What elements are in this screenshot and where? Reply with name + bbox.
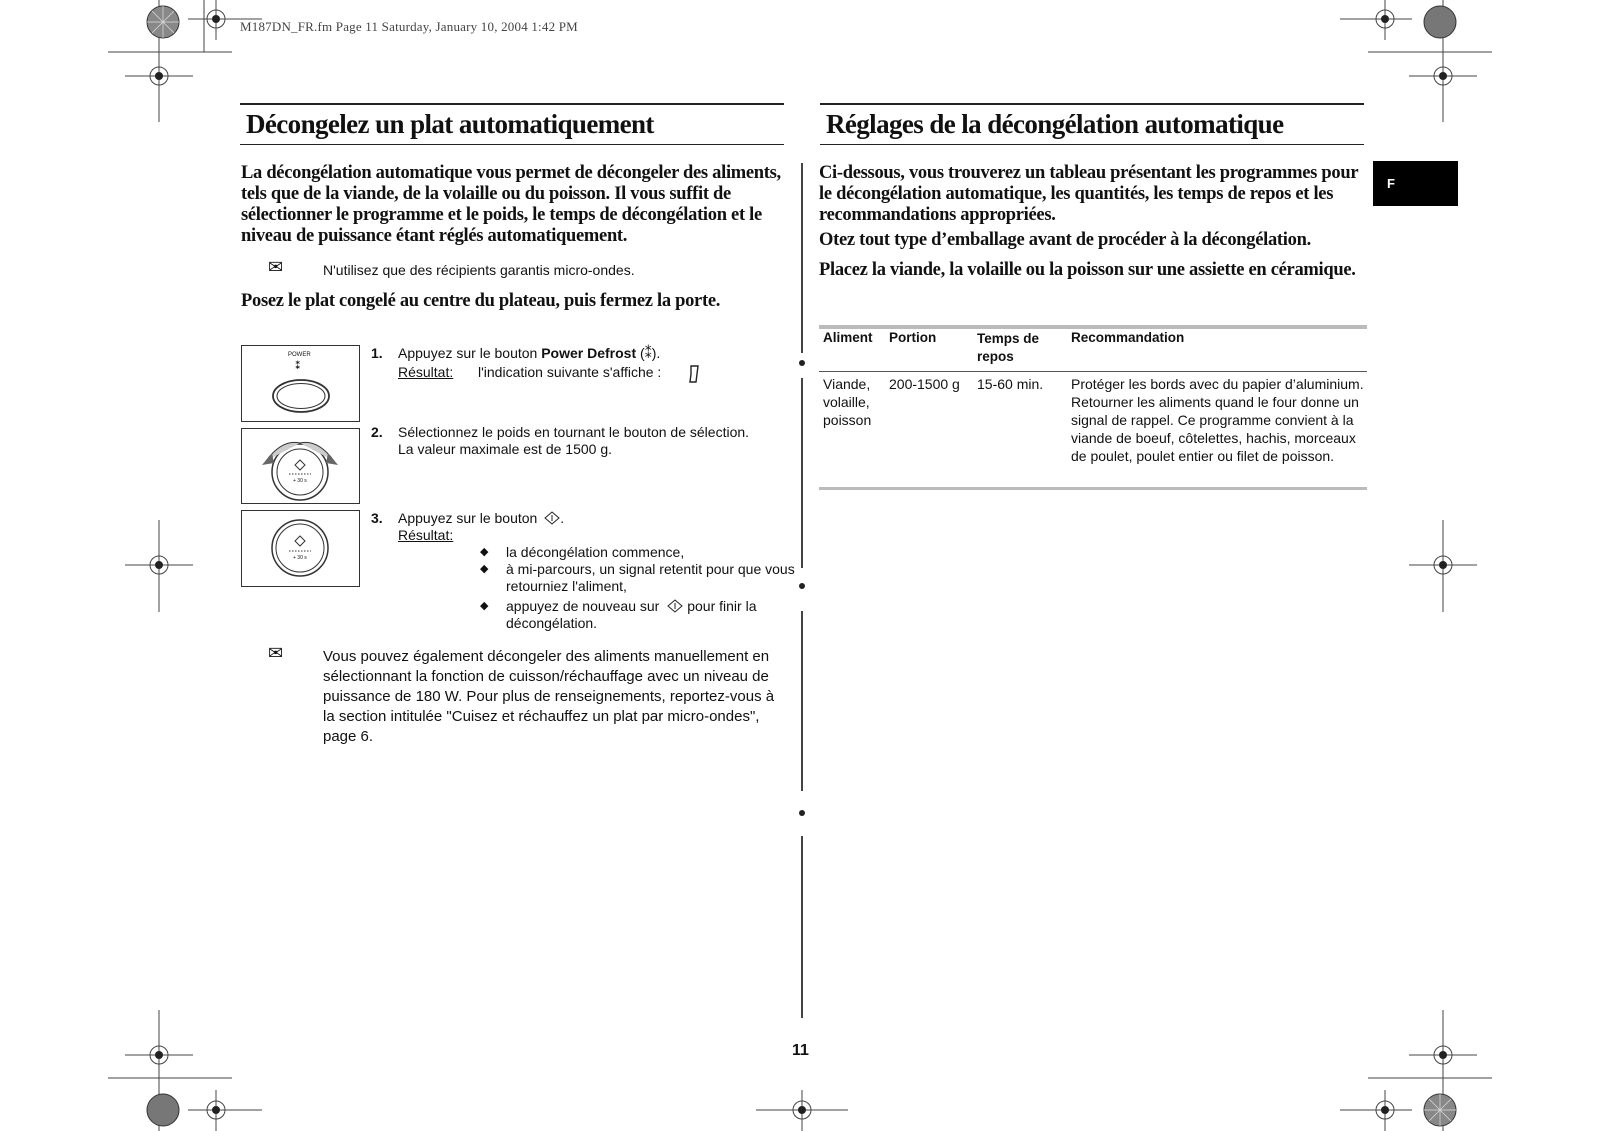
table-cell-portion: 200-1500 g [889, 376, 960, 392]
envelope-icon: ✉ [268, 643, 284, 663]
column-divider [801, 611, 803, 791]
dial-label: + 30 s [293, 478, 307, 484]
step-3-bullet-1: la décongélation commence, [506, 544, 685, 560]
power-defrost-button-drawing[interactable] [270, 376, 332, 416]
step-3-result-label: Résultat: [398, 527, 454, 543]
selection-dial-panel [241, 428, 360, 504]
divider-dot [799, 583, 805, 589]
table-header-portion: Portion [889, 330, 937, 345]
step-1-number: 1. [371, 345, 383, 361]
left-section-title: Décongelez un plat automatiquement [240, 103, 784, 145]
divider-dot [799, 360, 805, 366]
right-place-plate: Placez la viande, la volaille ou la poisson sur une assiette en céramique. [819, 260, 1356, 280]
step-3-bullet-3: appuyez de nouveau sur pour finir la décongélation. [506, 598, 757, 631]
right-remove-packaging: Otez tout type d’emballage avant de procéder à la décongélation. [819, 230, 1311, 250]
table-bottom-rule [819, 487, 1367, 490]
start-button-drawing[interactable] [242, 511, 359, 586]
step-2-line2: La valeur maximale est de 1500 g. [398, 441, 613, 457]
table-top-rule [819, 325, 1367, 329]
note-manual-defrost: Vous pouvez également décongeler des aliments manuellement en sélectionnant la fonction de cuisson/réchauffage avec un niveau de puissance de 180 W. Pour plus de renseignements, reportez-vous à la section intitulée "Cuisez et réchauffez un plat par micro-ondes", page 6. [323, 648, 775, 745]
step-2-number: 2. [371, 424, 383, 440]
table-header-rule [819, 371, 1367, 372]
right-intro: Ci-dessous, vous trouverez un tableau présentant les programmes pour le décongélation automatique, les quantités, les temps de repos et les recommandations appropriées. [819, 163, 1358, 225]
diamond-bullet-icon: ◆ [480, 546, 489, 558]
table-header-recommandation: Recommandation [1071, 330, 1185, 345]
step-3-number: 3. [371, 510, 383, 526]
selection-dial-drawing[interactable] [242, 429, 359, 503]
column-divider [801, 836, 803, 1018]
table-cell-recommandation: Protéger les bords avec du papier d’aluminium. Retourner les aliments quand le four donne un signal de rappel. Ce programme convient à la viande de boeuf, côtelettes, hachis, morceaux de poulet, poulet entier ou filet de poisson. [1071, 376, 1364, 464]
display-indicator-icon [688, 365, 700, 383]
start-button-icon [544, 511, 560, 525]
step-1-result-label: Résultat: [398, 364, 454, 380]
start-button-panel [241, 510, 360, 587]
file-info-header: M187DN_FR.fm Page 11 Saturday, January 10, 2004 1:42 PM [240, 19, 578, 34]
start-button-icon [667, 599, 683, 613]
defrost-icon: ⁑ [295, 360, 301, 372]
power-label: POWER [288, 352, 311, 358]
step-3-bullet-2: à mi-parcours, un signal retentit pour que vous retourniez l'aliment, [506, 561, 795, 594]
column-divider [801, 163, 803, 353]
table-cell-aliment: Viande, volaille, poisson [823, 376, 872, 428]
envelope-icon: ✉ [268, 257, 284, 277]
instruction-place-dish: Posez le plat congelé au centre du plateau, puis fermez la porte. [241, 291, 721, 311]
step-2-line1: Sélectionnez le poids en tournant le bouton de sélection. [398, 424, 750, 440]
diamond-bullet-icon: ◆ [480, 563, 489, 575]
table-header-temps: Temps de repos [977, 331, 1040, 364]
column-divider [801, 378, 803, 568]
language-tab: F [1373, 161, 1458, 206]
page-number: 11 [792, 1042, 809, 1059]
table-header-aliment: Aliment [823, 330, 873, 345]
table-cell-temps: 15-60 min. [977, 376, 1044, 392]
step-1-result-text: l'indication suivante s'affiche : [478, 364, 662, 380]
step-3-text: Appuyez sur le bouton . [398, 510, 565, 526]
power-defrost-panel [241, 345, 360, 422]
diamond-bullet-icon: ◆ [480, 600, 489, 612]
step-1-text: Appuyez sur le bouton Power Defrost (⁑). [398, 345, 661, 361]
note-recipients: N'utilisez que des récipients garantis micro-ondes. [323, 262, 635, 278]
start-label: + 30 s [293, 555, 307, 561]
right-section-title: Réglages de la décongélation automatique [820, 103, 1364, 145]
left-intro: La décongélation automatique vous permet de décongeler des aliments, tels que de la viande, de la volaille ou du poisson. Il vous suffit de sélectionner le programme et le poids, le temps de décongélation et le niveau de puissance étant réglés automatiquement. [241, 163, 781, 246]
divider-dot [799, 810, 805, 816]
